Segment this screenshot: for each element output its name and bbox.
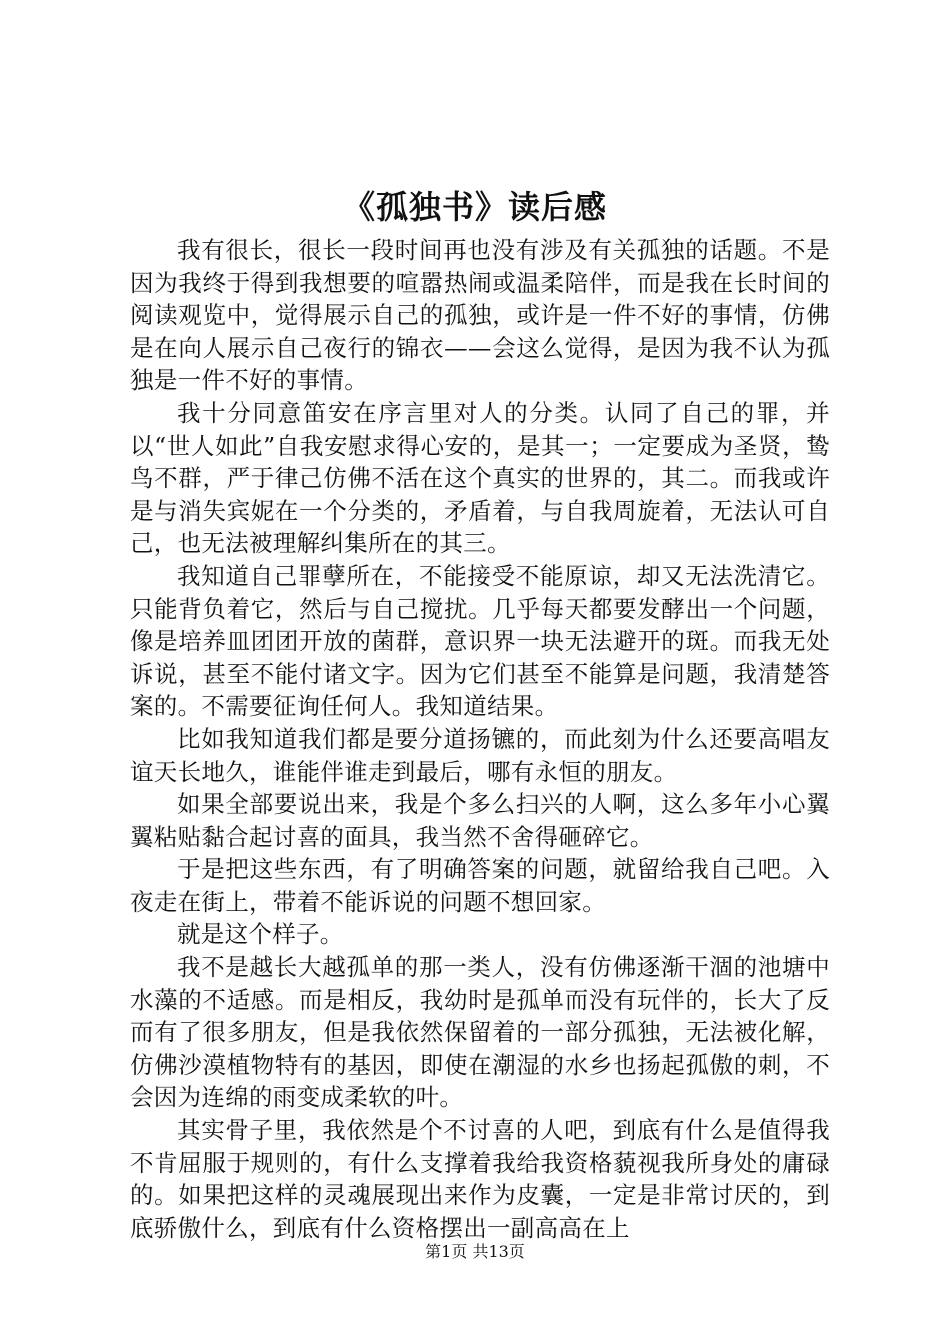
paragraph: 比如我知道我们都是要分道扬镳的，而此刻为什么还要高唱友谊天长地久，谁能伴谁走到最后，哪有永恒的朋友。	[130, 724, 830, 786]
document-body	[130, 234, 830, 1244]
page-number-footer: 第1页 共13页	[425, 1242, 525, 1261]
paragraph: 其实骨子里，我依然是个不讨喜的人吧，到底有什么是值得我不肯屈服于规则的，有什么支撑着我给我资格藐视我所身处的庸碌的。如果把这样的灵魂展现出来作为皮囊，一定是非常讨厌的，到底骄傲什么，到底有什么资格摆出一副高高在上	[130, 1116, 830, 1242]
paragraph: 我十分同意笛安在序言里对人的分类。认同了自己的罪，并以“世人如此”自我安慰求得心安的，是其一；一定要成为圣贤，鸷鸟不群，严于律己仿佛不活在这个真实的世界的，其二。而我或许是与消失宾妮在一个分类的，矛盾着，与自我周旋着，无法认可自己，也无法被理解纠集所在的其三。	[130, 398, 830, 558]
paragraph: 就是这个样子。	[177, 920, 344, 949]
paragraph: 我知道自己罪孽所在，不能接受不能原谅，却又无法洗清它。只能背负着它，然后与自己搅扰。几乎每天都要发酵出一个问题，像是培养皿团团开放的菌群，意识界一块无法避开的斑。而我无处诉说，甚至不能付诸文字。因为它们甚至不能算是问题，我清楚答案的。不需要征询任何人。我知道结果。	[130, 561, 830, 721]
paragraph: 于是把这些东西，有了明确答案的问题，就留给我自己吧。入夜走在街上，带着不能诉说的问题不想回家。	[130, 855, 830, 916]
document-title: 《孤独书》读后感	[342, 188, 607, 226]
paragraph: 我不是越长大越孤单的那一类人，没有仿佛逐渐干涸的池塘中水藻的不适感。而是相反，我幼时是孤单而没有玩伴的，长大了反而有了很多朋友，但是我依然保留着的一部分孤独，无法被化解，仿佛沙漠植物特有的基因，即使在潮湿的水乡也扬起孤傲的刺，不会因为连绵的雨变成柔软的叶。	[130, 953, 830, 1112]
paragraph: 我有很长，很长一段时间再也没有涉及有关孤独的话题。不是因为我终于得到我想要的喧嚣热闹或温柔陪伴，而是我在长时间的阅读观览中，觉得展示自己的孤独，或许是一件不好的事情，仿佛是在向人展示自己夜行的锦衣——会这么觉得，是因为我不认为孤独是一件不好的事情。	[130, 236, 830, 395]
paragraph: 如果全部要说出来，我是个多么扫兴的人啊，这么多年小心翼翼粘贴黏合起讨喜的面具，我当然不舍得砸碎它。	[130, 790, 830, 851]
